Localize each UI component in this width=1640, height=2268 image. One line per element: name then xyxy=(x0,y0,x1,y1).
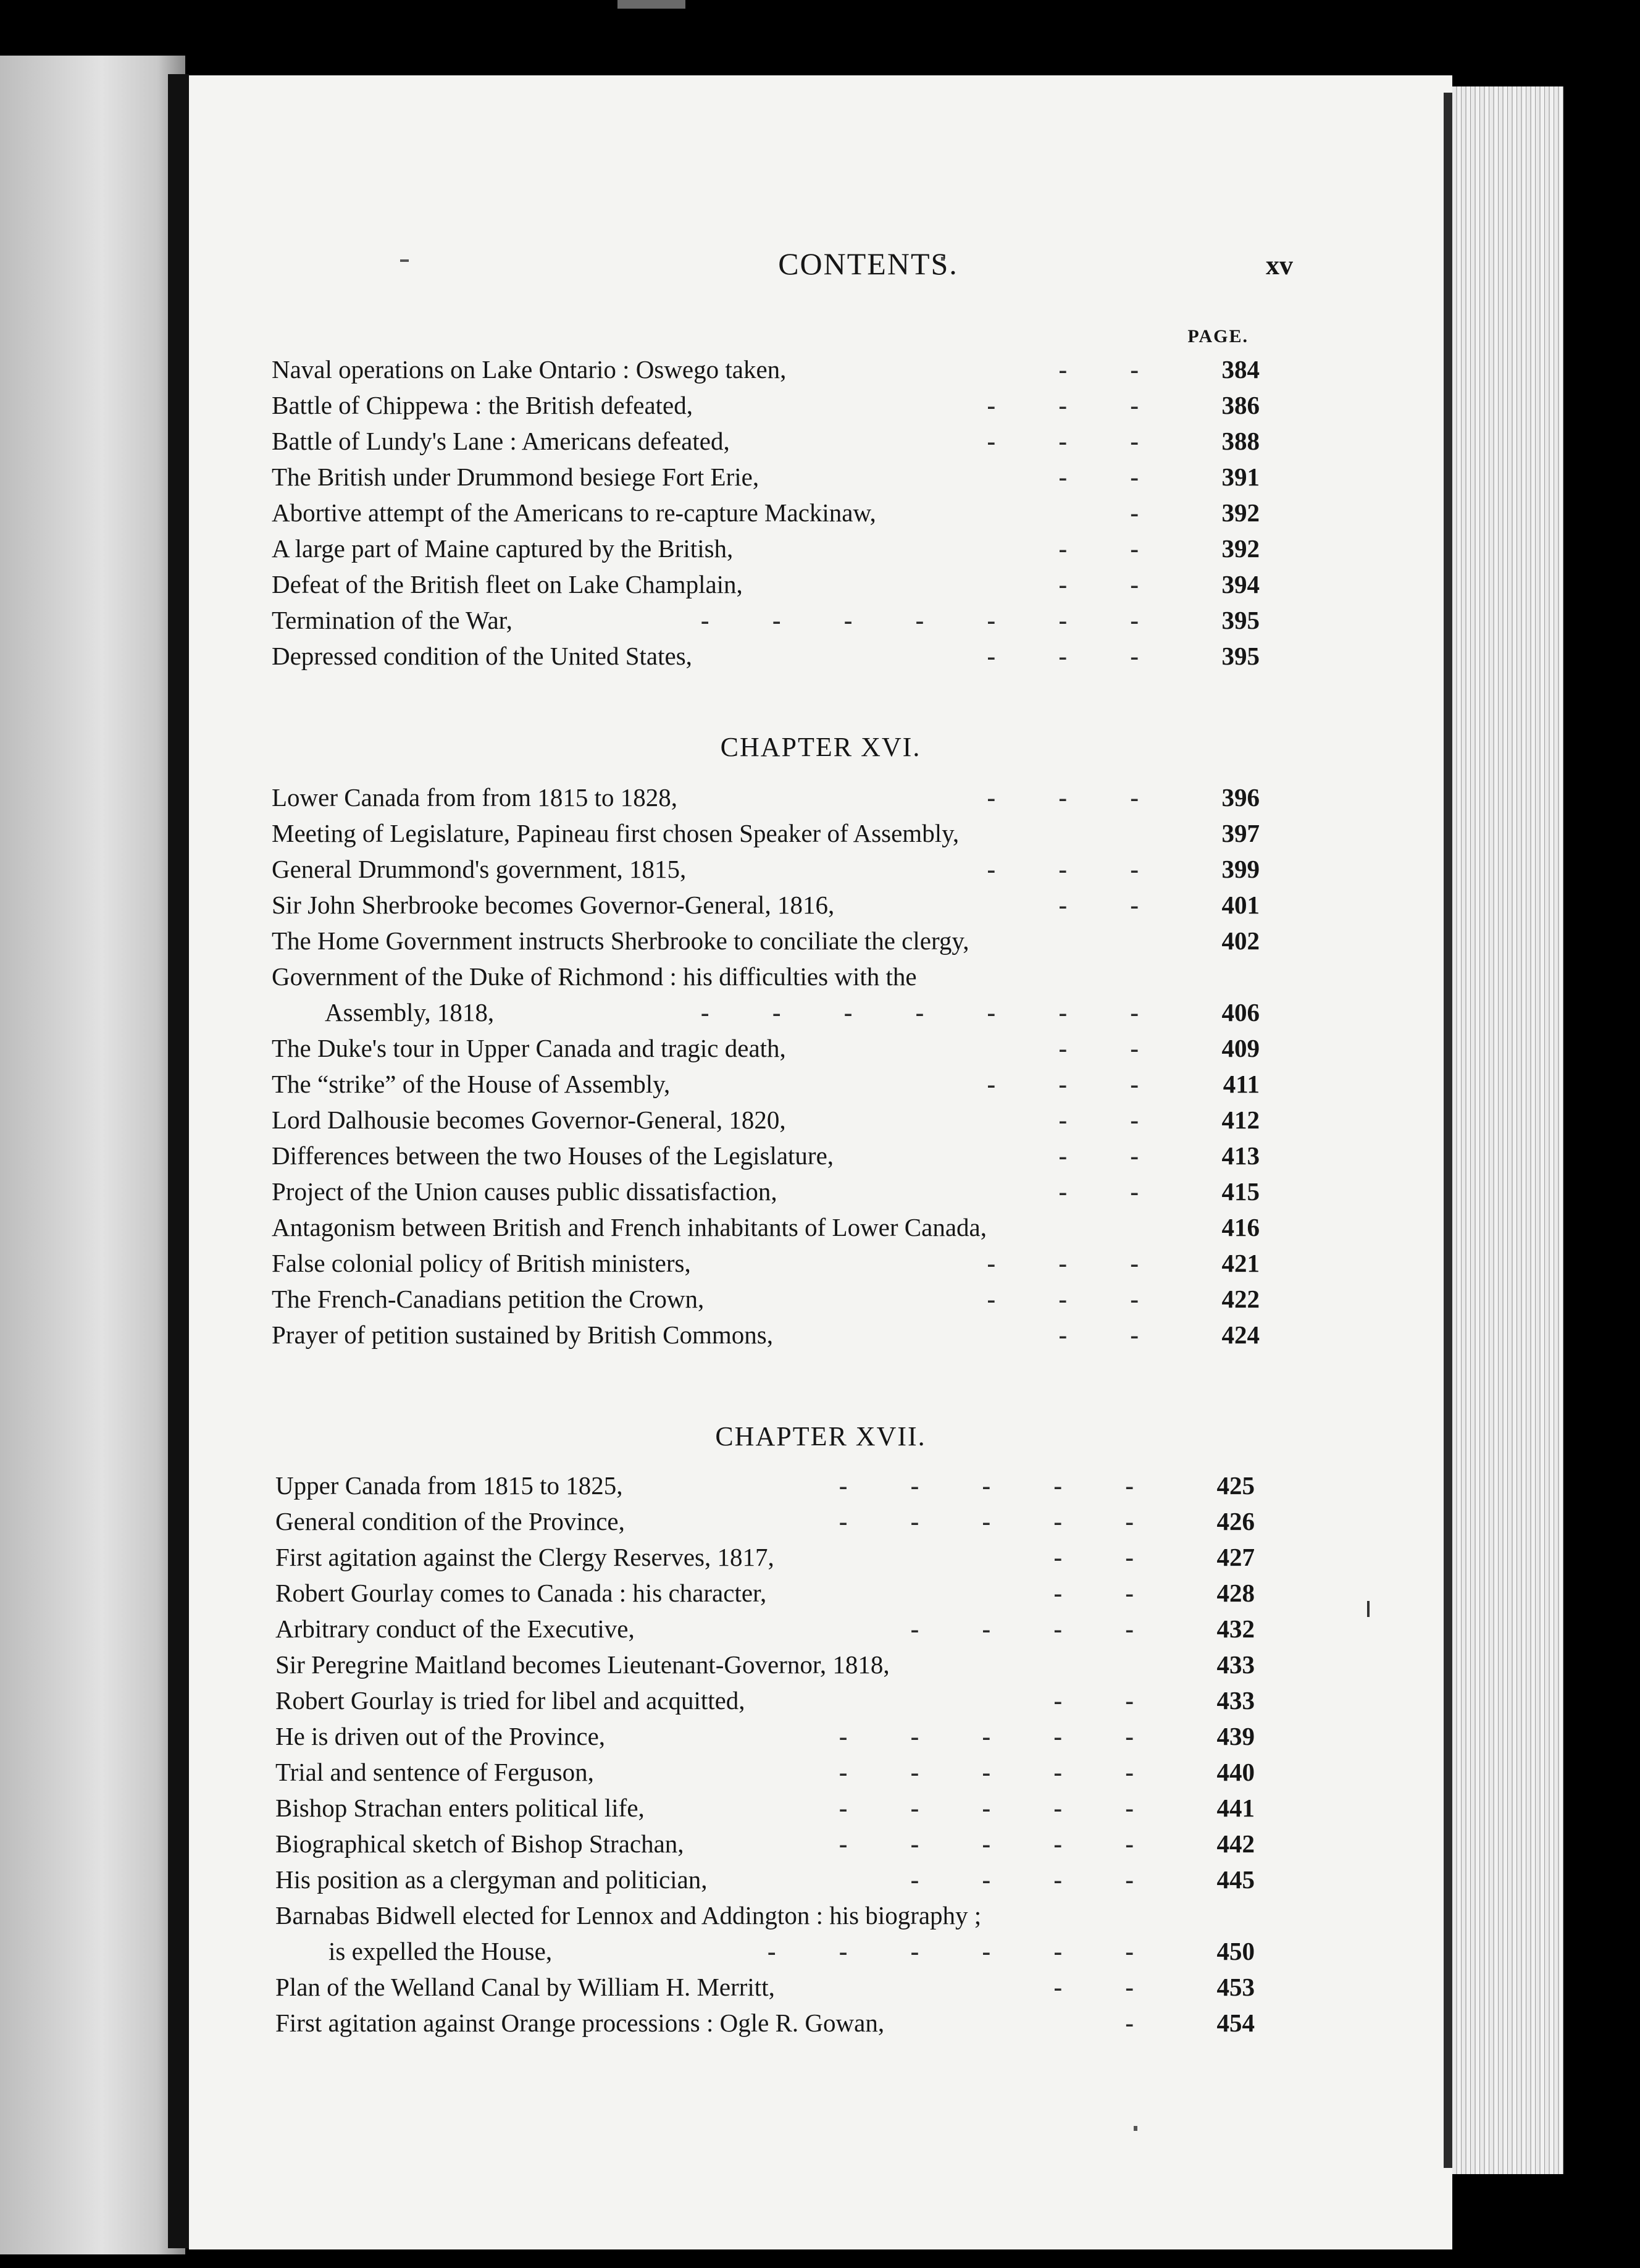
toc-leaders: - - - xyxy=(987,783,1167,812)
toc-entry-title: Battle of Chippewa : the British defeated, xyxy=(272,391,693,419)
toc-page-number: 450 xyxy=(1216,1937,1255,1965)
toc-entry xyxy=(272,1066,1260,1102)
toc-leaders: - - - - - - - xyxy=(700,606,1167,634)
toc-entry-title: Differences between the two Houses of the Legislature, xyxy=(272,1141,834,1170)
toc-leaders: - - xyxy=(1058,1141,1167,1170)
toc-page-number: 416 xyxy=(1221,1213,1260,1241)
toc-entry xyxy=(272,1174,1260,1209)
toc-entry xyxy=(272,851,1260,887)
toc-leaders: - - - - - - - xyxy=(700,998,1167,1027)
scan-speck xyxy=(1367,1601,1370,1617)
toc-page-number: 440 xyxy=(1216,1758,1255,1786)
page-header xyxy=(189,246,1452,289)
toc-chapter-xvi xyxy=(272,779,1260,1353)
toc-entry-title: General Drummond's government, 1815, xyxy=(272,855,687,883)
toc-entry xyxy=(275,1503,1255,1539)
toc-entry xyxy=(272,1245,1260,1281)
chapter-heading: CHAPTER XVII. xyxy=(715,1421,926,1451)
toc-leaders: - - - xyxy=(987,1070,1167,1098)
toc-entry xyxy=(272,638,1260,674)
toc-leaders: - - xyxy=(1058,463,1167,491)
toc-leaders: - - xyxy=(1053,1973,1162,2001)
facing-page-edge xyxy=(0,56,185,2254)
toc-entry-title: The French-Canadians petition the Crown, xyxy=(272,1285,705,1313)
toc-leaders: - - - - - - xyxy=(767,1937,1162,1965)
toc-leaders: - - - xyxy=(987,855,1167,883)
toc-entry xyxy=(272,1102,1260,1138)
toc-leaders: - - - - - xyxy=(839,1829,1162,1858)
toc-entry xyxy=(272,351,1260,387)
toc-entry-title: Project of the Union causes public dissatisfaction, xyxy=(272,1177,777,1206)
toc-entry-title: The Duke's tour in Upper Canada and tragic death, xyxy=(272,1034,786,1062)
toc-entry-title: False colonial policy of British ministers, xyxy=(272,1249,691,1277)
toc-entry-title: First agitation against Orange processions : Ogle R. Gowan, xyxy=(275,2009,885,2037)
toc-leaders: - - - - - xyxy=(839,1471,1162,1500)
toc-page-number: 397 xyxy=(1221,819,1260,847)
toc-entry-title: Bishop Strachan enters political life, xyxy=(275,1794,645,1822)
toc-entry-title: is expelled the House, xyxy=(328,1937,553,1965)
scan-speck xyxy=(617,0,685,9)
toc-page-number: 384 xyxy=(1221,355,1260,384)
toc-leaders: - - xyxy=(1058,891,1167,919)
toc-leaders: - - xyxy=(1058,1177,1167,1206)
toc-page-number: 401 xyxy=(1221,891,1260,919)
toc-entry xyxy=(272,566,1260,602)
toc-entry xyxy=(272,815,1260,851)
toc-leaders: - - - - - xyxy=(839,1758,1162,1786)
toc-leaders: - - - - - xyxy=(839,1794,1162,1822)
toc-entry-title: Sir Peregrine Maitland becomes Lieutenant-Governor, 1818, xyxy=(275,1650,890,1679)
toc-page-number: 425 xyxy=(1216,1471,1255,1500)
toc-page-number: 454 xyxy=(1216,2009,1255,2037)
toc-chapter-xvii xyxy=(275,1468,1255,2041)
toc-entry xyxy=(272,923,1260,959)
toc-leaders: - - xyxy=(1058,1321,1167,1349)
running-title: CONTENTS. xyxy=(778,246,958,281)
toc-entry xyxy=(272,387,1260,423)
toc-leaders: - - - - xyxy=(910,1615,1162,1643)
toc-page-number: 402 xyxy=(1221,926,1260,955)
toc-entry xyxy=(275,2005,1255,2041)
toc-entry-title: Naval operations on Lake Ontario : Oswego taken, xyxy=(272,355,787,384)
toc-entry-title: Trial and sentence of Ferguson, xyxy=(275,1758,594,1786)
toc-entry-title: Plan of the Welland Canal by William H. Merritt, xyxy=(275,1973,775,2001)
toc-leaders: - - xyxy=(1053,1686,1162,1715)
toc-entry-title: Biographical sketch of Bishop Strachan, xyxy=(275,1829,684,1858)
toc-entry xyxy=(272,1138,1260,1174)
toc-entry-title: Termination of the War, xyxy=(272,606,512,634)
toc-entry xyxy=(272,887,1260,923)
toc-page-number: 433 xyxy=(1216,1686,1255,1715)
toc-entry-title: Sir John Sherbrooke becomes Governor-General, 1816, xyxy=(272,891,835,919)
toc-entry-title: Depressed condition of the United States, xyxy=(272,642,692,670)
toc-page-number: 391 xyxy=(1221,463,1260,491)
toc-leaders: - - xyxy=(1053,1543,1162,1571)
toc-entry xyxy=(272,959,1260,994)
toc-page-number: 453 xyxy=(1216,1973,1255,2001)
toc-entry xyxy=(275,1897,1255,1933)
toc-entry xyxy=(275,1539,1255,1575)
toc-page-number: 395 xyxy=(1221,606,1260,634)
toc-page-number: 428 xyxy=(1216,1579,1255,1607)
toc-entry-title: A large part of Maine captured by the British, xyxy=(272,534,734,563)
toc-leaders: - - xyxy=(1058,1034,1167,1062)
toc-entry-continuation xyxy=(272,994,1260,1030)
toc-entry xyxy=(275,1682,1255,1718)
toc-entry-title: Lower Canada from from 1815 to 1828, xyxy=(272,783,677,812)
chapter-heading: CHAPTER XVI. xyxy=(720,732,921,762)
scan-speck xyxy=(1134,2126,1137,2131)
toc-page-number: 422 xyxy=(1221,1285,1260,1313)
toc-entry-title: Lord Dalhousie becomes Governor-General, 1820, xyxy=(272,1106,786,1134)
toc-leaders: - - - xyxy=(987,391,1167,419)
toc-leaders: - - xyxy=(1058,534,1167,563)
toc-entry xyxy=(275,1575,1255,1611)
toc-entry xyxy=(275,1862,1255,1897)
toc-entry xyxy=(275,1754,1255,1790)
toc-entry-title: General condition of the Province, xyxy=(275,1507,625,1535)
toc-entry-title: First agitation against the Clergy Reserves, 1817, xyxy=(275,1543,774,1571)
toc-entry-title: Assembly, 1818, xyxy=(325,998,495,1027)
toc-entry xyxy=(272,779,1260,815)
toc-entry xyxy=(272,459,1260,495)
toc-entry xyxy=(272,495,1260,531)
toc-leaders: - xyxy=(1125,2009,1162,2037)
toc-page-number: 406 xyxy=(1221,998,1260,1027)
toc-page-number: 388 xyxy=(1221,427,1260,455)
toc-entry-title: His position as a clergyman and politician, xyxy=(275,1865,708,1894)
toc-entry-title: Meeting of Legislature, Papineau first chosen Speaker of Assembly, xyxy=(272,819,960,847)
toc-leaders: - - xyxy=(1058,1106,1167,1134)
toc-page-number: 445 xyxy=(1216,1865,1255,1894)
folio-number: xv xyxy=(1266,250,1293,280)
toc-entry-title: Government of the Duke of Richmond : his difficulties with the xyxy=(272,962,917,991)
toc-entry xyxy=(275,1647,1255,1682)
book-gutter xyxy=(168,74,189,2248)
toc-entry xyxy=(272,1281,1260,1317)
toc-page-number: 399 xyxy=(1221,855,1260,883)
toc-page-number: 442 xyxy=(1216,1829,1255,1858)
toc-entry-title: The “strike” of the House of Assembly, xyxy=(272,1070,671,1098)
toc-page-number: 439 xyxy=(1216,1722,1255,1750)
toc-page-number: 412 xyxy=(1221,1106,1260,1134)
toc-page-number: 413 xyxy=(1221,1141,1260,1170)
toc-entry-title: Upper Canada from 1815 to 1825, xyxy=(275,1471,623,1500)
toc-entry xyxy=(275,1611,1255,1647)
toc-page-number: 395 xyxy=(1221,642,1260,670)
toc-leaders: - - - xyxy=(987,1285,1167,1313)
toc-page-number: 433 xyxy=(1216,1650,1255,1679)
toc-entry-title: Arbitrary conduct of the Executive, xyxy=(275,1615,635,1643)
toc-leaders: - - - xyxy=(987,1249,1167,1277)
toc-entry xyxy=(275,1718,1255,1754)
toc-entry-title: Defeat of the British fleet on Lake Champlain, xyxy=(272,570,743,598)
toc-entry xyxy=(272,1209,1260,1245)
toc-entry xyxy=(275,1790,1255,1826)
toc-page-number: 386 xyxy=(1221,391,1260,419)
toc-entry xyxy=(272,1317,1260,1353)
toc-page-number: 396 xyxy=(1221,783,1260,812)
page-stack-edges xyxy=(1452,86,1563,2174)
toc-entry-continuation xyxy=(275,1933,1255,1969)
toc-entry-title: Prayer of petition sustained by British Commons, xyxy=(272,1321,773,1349)
toc-page-number: 432 xyxy=(1216,1615,1255,1643)
toc-leaders: - - xyxy=(1058,570,1167,598)
toc-leaders: - xyxy=(1130,498,1167,527)
toc-entry-title: He is driven out of the Province, xyxy=(275,1722,606,1750)
toc-leaders: - - xyxy=(1058,355,1167,384)
toc-entry-title: Antagonism between British and French inhabitants of Lower Canada, xyxy=(272,1213,987,1241)
toc-page-number: 411 xyxy=(1223,1070,1260,1098)
toc-page-number: 427 xyxy=(1216,1543,1255,1571)
toc-entry-title: The British under Drummond besiege Fort Erie, xyxy=(272,463,759,491)
toc-entry-title: The Home Government instructs Sherbrooke to conciliate the clergy, xyxy=(272,926,969,955)
toc-page-number: 415 xyxy=(1221,1177,1260,1206)
toc-page-number: 394 xyxy=(1221,570,1260,598)
toc-entry-title: Robert Gourlay is tried for libel and acquitted, xyxy=(275,1686,745,1715)
page-column-label: PAGE. xyxy=(1187,326,1249,346)
toc-page-number: 441 xyxy=(1216,1794,1255,1822)
toc-entry xyxy=(272,423,1260,459)
toc-entry xyxy=(275,1969,1255,2005)
toc-entry xyxy=(272,602,1260,638)
toc-leaders: - - - - - xyxy=(839,1507,1162,1535)
toc-page-number: 392 xyxy=(1221,534,1260,563)
toc-leaders: - - - xyxy=(987,642,1167,670)
toc-page-number: 426 xyxy=(1216,1507,1255,1535)
toc-entry-title: Abortive attempt of the Americans to re-capture Mackinaw, xyxy=(272,498,876,527)
toc-entry xyxy=(275,1826,1255,1862)
toc-page-number: 392 xyxy=(1221,498,1260,527)
toc-entry xyxy=(275,1468,1255,1503)
toc-entry-title: Battle of Lundy's Lane : Americans defeated, xyxy=(272,427,730,455)
toc-section-top xyxy=(272,351,1260,674)
toc-entry xyxy=(272,531,1260,566)
toc-page-number: 421 xyxy=(1221,1249,1260,1277)
toc-leaders: - - - - - xyxy=(839,1722,1162,1750)
toc-page-number: 424 xyxy=(1221,1321,1260,1349)
toc-entry xyxy=(272,1030,1260,1066)
toc-entry-title: Barnabas Bidwell elected for Lennox and Addington : his biography ; xyxy=(275,1901,982,1930)
toc-leaders: - - xyxy=(1053,1579,1162,1607)
toc-leaders: - - - xyxy=(987,427,1167,455)
toc-entry-title: Robert Gourlay comes to Canada : his character, xyxy=(275,1579,767,1607)
toc-leaders: - - - - xyxy=(910,1865,1162,1894)
toc-page-number: 409 xyxy=(1221,1034,1260,1062)
